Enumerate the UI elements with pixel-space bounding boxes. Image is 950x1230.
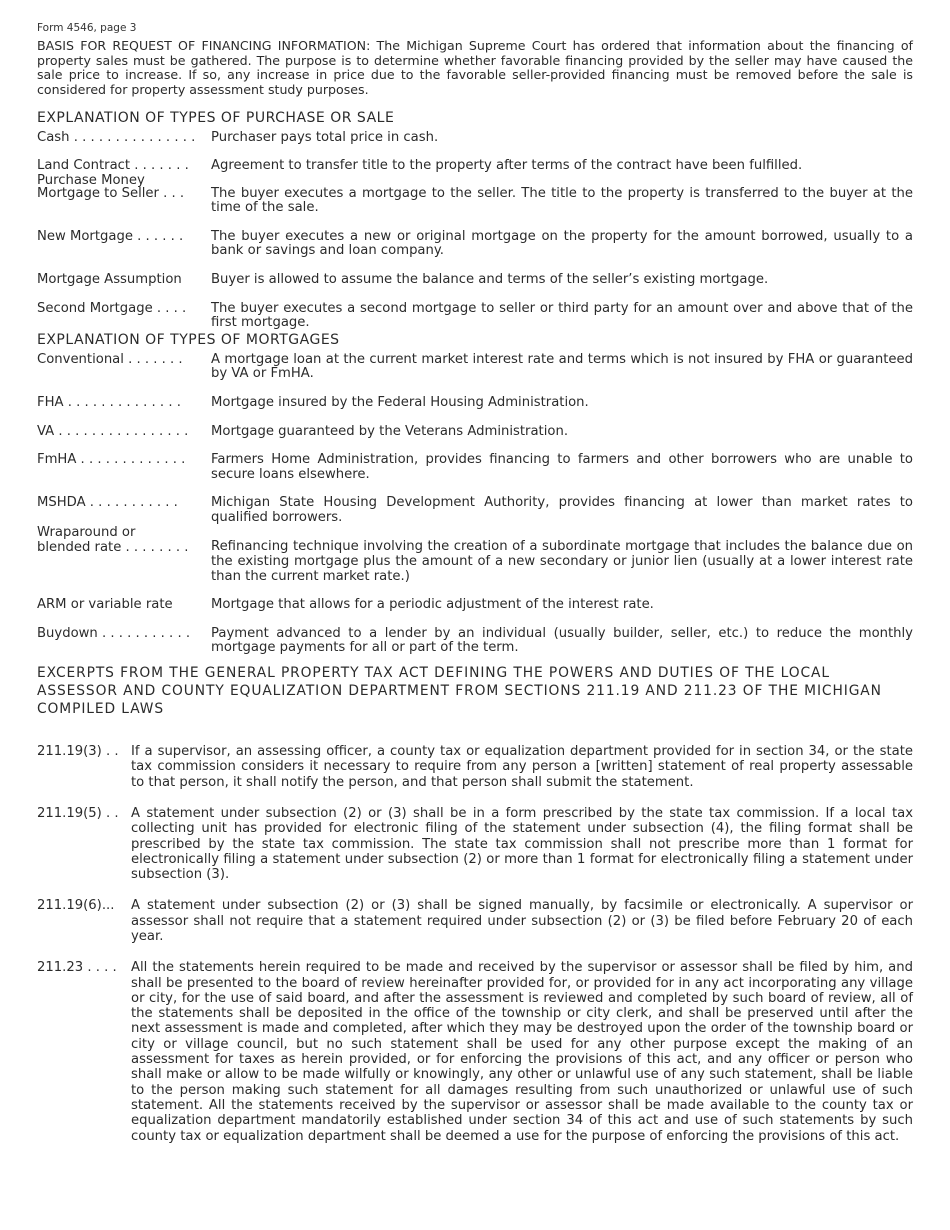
purchase-types-list <box>37 131 913 330</box>
term: New Mortgage . . . . . . <box>37 229 184 244</box>
term: Purchase Money Mortgage to Seller . . . <box>37 173 185 201</box>
section-text: If a supervisor, an assessing officer, a county tax or equalization department provided for in section 34, or the state tax commission considers it necessary to require from any person a [written] statement of real property assessable to that person, it shall notify the person, and that person shall submit the statement. <box>131 744 913 790</box>
definition: The buyer executes a mortgage to the seller. The title to the property is transferred to the buyer at the time of the sale. <box>211 185 913 216</box>
definition: Mortgage that allows for a periodic adjustment of the interest rate. <box>211 597 654 613</box>
purchase-types-heading: EXPLANATION OF TYPES OF PURCHASE OR SALE <box>37 110 395 127</box>
definition: The buyer executes a second mortgage to seller or third party for an amount over and above that of the first mortgage. <box>211 300 913 331</box>
mortgage-types-list <box>37 353 913 656</box>
definition-row-mshda <box>37 496 913 525</box>
term: Mortgage Assumption <box>37 272 182 287</box>
definition: A mortgage loan at the current market interest rate and terms which is not insured by FHA or guaranteed by VA or FmHA. <box>211 351 913 382</box>
section-text: A statement under subsection (2) or (3) shall be in a form prescribed by the state tax commission. If a local tax collecting unit has provided for electronic filing of the statement under subsection (4), the filing format shall be prescribed by the state tax commission. The state tax commission shall not prescribe more than 1 format for electronically filing a statement under subsection (2) or more than 1 format for electronically filing a statement under subsection (3). <box>131 805 913 883</box>
definition: Payment advanced to a lender by an individual (usually builder, seller, etc.) to reduce the monthly mortgage payments for all or part of the term. <box>211 625 913 656</box>
section-number: 211.19(6)... <box>37 898 115 914</box>
definition-row-land-contract <box>37 159 913 174</box>
form-id: Form 4546, page 3 <box>37 22 137 34</box>
section-text: All the statements herein required to be made and received by the supervisor or assessor shall be filed by him, and shall be presented to the board of review hereinafter provided for, or provided for in any act incorporating any village or city, for the use of said board, and after the assessment is reviewed and completed by such board of review, all of the statements shall be deposited in the office of the township or city clerk, and shall be preserved until after the next assessment is made and completed, after which they may be destroyed upon the order of the township board or city or village council, but no such statement shall be used for any other purpose except the making of an assessment for taxes as herein provided, or for enforcing the provisions of this act, and any officer or person who shall make or allow to be made wilfully or knowingly, any other or unlawful use of any such statement, shall be liable to the person making such statement for all damages resulting from such unauthorized or unlawful use of such statement. All the statements received by the supervisor or assessor shall be made available to the county tax or equalization department mandatorily established under section 34 of this act and use of such statements by such county tax or equalization department shall be deemed a use for the purpose of enforcing the provisions of this act. <box>131 960 913 1144</box>
term: Wraparound or blended rate . . . . . . . . <box>37 525 189 556</box>
term: Buydown . . . . . . . . . . . <box>37 626 191 641</box>
excerpt-211-19-3 <box>37 744 913 790</box>
excerpt-211-19-6 <box>37 898 913 944</box>
definition-row-arm <box>37 598 913 613</box>
definition-row-fmha <box>37 453 913 482</box>
term: VA . . . . . . . . . . . . . . . . <box>37 424 189 439</box>
term: Land Contract . . . . . . . <box>37 158 189 173</box>
section-number: 211.23 . . . . <box>37 960 117 976</box>
term: FmHA . . . . . . . . . . . . . <box>37 453 186 468</box>
document-page <box>37 22 913 1144</box>
mortgage-types-heading: EXPLANATION OF TYPES OF MORTGAGES <box>37 331 340 348</box>
term: ARM or variable rate <box>37 598 173 613</box>
basis-paragraph: BASIS FOR REQUEST OF FINANCING INFORMATION: The Michigan Supreme Court has ordered that information about the financing of property sales must be gathered. The purpose is to determine whether favorable financing provided by the seller may have caused the sale price to increase. If so, any increase in price due to the favorable seller-provided financing must be removed before the sale is considered for property assessment study purposes. <box>37 38 913 97</box>
definition-row-va <box>37 425 913 440</box>
section-number: 211.19(3) . . <box>37 744 119 760</box>
excerpt-211-23 <box>37 960 913 1144</box>
definition: Purchaser pays total price in cash. <box>211 130 439 146</box>
definition: Michigan State Housing Development Authority, provides financing at lower than market rates to qualified borrowers. <box>211 495 913 525</box>
definition: The buyer executes a new or original mortgage on the property for the amount borrowed, usually to a bank or savings and loan company. <box>211 228 913 259</box>
definition-row-second-mortgage <box>37 302 913 331</box>
definition-row-conventional <box>37 353 913 382</box>
excerpts-list <box>37 744 913 1144</box>
definition-row-purchase-money-mortgage <box>37 174 913 216</box>
term: MSHDA . . . . . . . . . . . <box>37 496 178 511</box>
definition: Mortgage guaranteed by the Veterans Administration. <box>211 423 569 439</box>
term: Second Mortgage . . . . <box>37 301 187 316</box>
definition-row-fha <box>37 396 913 411</box>
definition: Refinancing technique involving the creation of a subordinate mortgage that includes the balance due on the existing mortgage plus the amount of a new secondary or junior lien (usually at a lower interest rate than the current market rate.) <box>211 539 913 584</box>
definition: Mortgage insured by the Federal Housing Administration. <box>211 394 589 410</box>
definition-row-buydown <box>37 627 913 656</box>
section-text: A statement under subsection (2) or (3) shall be signed manually, by facsimile or electronically. A supervisor or assessor shall not require that a statement required under subsection (2) or (3) be filed before February 20 of each year. <box>131 898 913 944</box>
definition: Agreement to transfer title to the property after terms of the contract have been fulfilled. <box>211 157 803 173</box>
definition-row-wraparound <box>37 525 913 584</box>
definition-row-cash <box>37 131 913 146</box>
excerpt-211-19-5 <box>37 806 913 882</box>
term: Conventional . . . . . . . <box>37 352 183 367</box>
definition-row-new-mortgage <box>37 230 913 259</box>
term: FHA . . . . . . . . . . . . . . <box>37 395 181 410</box>
definition-row-mortgage-assumption <box>37 273 913 288</box>
term: Cash . . . . . . . . . . . . . . . <box>37 131 196 146</box>
excerpts-heading: EXCERPTS FROM THE GENERAL PROPERTY TAX ACT DEFINING THE POWERS AND DUTIES OF THE LOCAL ASSESSOR AND COUNTY EQUALIZATION DEPARTMENT FROM SECTIONS 211.19 AND 211.23 OF THE MICHIGAN COMPILED LAWS <box>37 665 882 718</box>
section-number: 211.19(5) . . <box>37 805 119 821</box>
definition: Buyer is allowed to assume the balance and terms of the seller’s existing mortgage. <box>211 271 769 287</box>
definition: Farmers Home Administration, provides financing to farmers and other borrowers who are unable to secure loans elsewhere. <box>211 452 913 482</box>
